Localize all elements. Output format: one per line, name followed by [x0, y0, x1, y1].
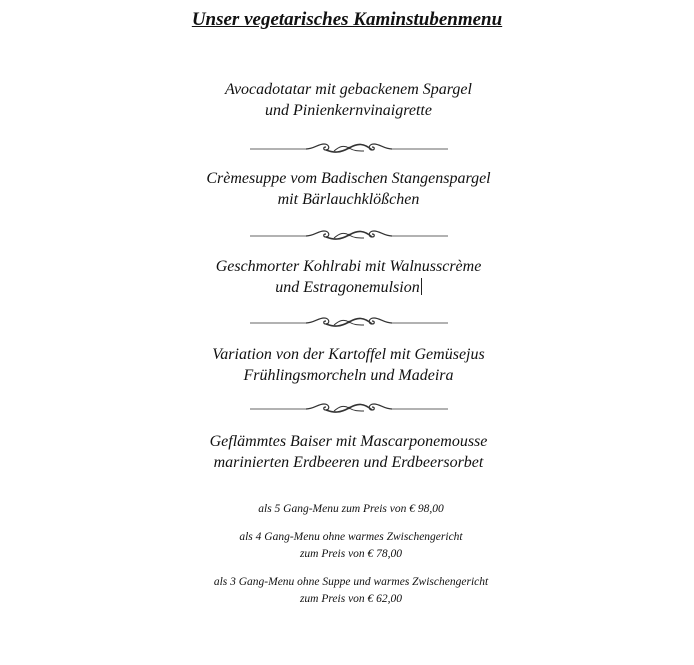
scroll-divider-icon: [248, 315, 450, 329]
course-2-line-1: Crèmesuppe vom Badischen Stangenspargel: [206, 170, 491, 187]
course-4: [0, 344, 694, 386]
price-5-line-1: als 5 Gang-Menu zum Preis von € 98,00: [258, 503, 444, 515]
course-5-line-2: marinierten Erdbeeren und Erdbeersorbet: [213, 454, 484, 471]
menu-title: Unser vegetarisches Kaminstubenmenu: [191, 9, 503, 30]
course-3-line-2-wrap: [0, 277, 694, 298]
course-5-line-1: Geflämmtes Baiser mit Mascarponemousse: [209, 433, 488, 450]
price-4-line-2: zum Preis von € 78,00: [299, 548, 403, 560]
course-2-line-2: mit Bärlauchklößchen: [277, 191, 420, 208]
price-4-courses: [0, 529, 694, 563]
scroll-divider-icon: [248, 141, 450, 155]
course-2: [0, 168, 694, 210]
text-cursor: [421, 278, 422, 295]
course-5: [0, 431, 694, 473]
price-3-line-2: zum Preis von € 62,00: [299, 593, 403, 605]
course-1-line-2: und Pinienkernvinaigrette: [265, 102, 432, 119]
price-3-line-1: als 3 Gang-Menu ohne Suppe und warmes Zwischengericht: [213, 576, 489, 588]
scroll-divider-icon: [248, 228, 450, 242]
price-4-line-1: als 4 Gang-Menu ohne warmes Zwischengericht: [239, 531, 463, 543]
course-3-line-1: Geschmorter Kohlrabi mit Walnusscrème: [215, 258, 482, 275]
scroll-divider-icon: [248, 401, 450, 415]
price-3-courses: [0, 574, 694, 608]
course-3-line-2: und Estragonemulsion: [275, 279, 420, 296]
course-1: [0, 79, 694, 121]
course-1-line-1: Avocadotatar mit gebackenem Spargel: [225, 81, 472, 98]
course-4-line-2: Frühlingsmorcheln und Madeira: [243, 367, 454, 384]
course-3: [0, 256, 694, 298]
price-5-courses: [0, 501, 694, 518]
course-4-line-1: Variation von der Kartoffel mit Gemüsejus: [212, 346, 485, 363]
